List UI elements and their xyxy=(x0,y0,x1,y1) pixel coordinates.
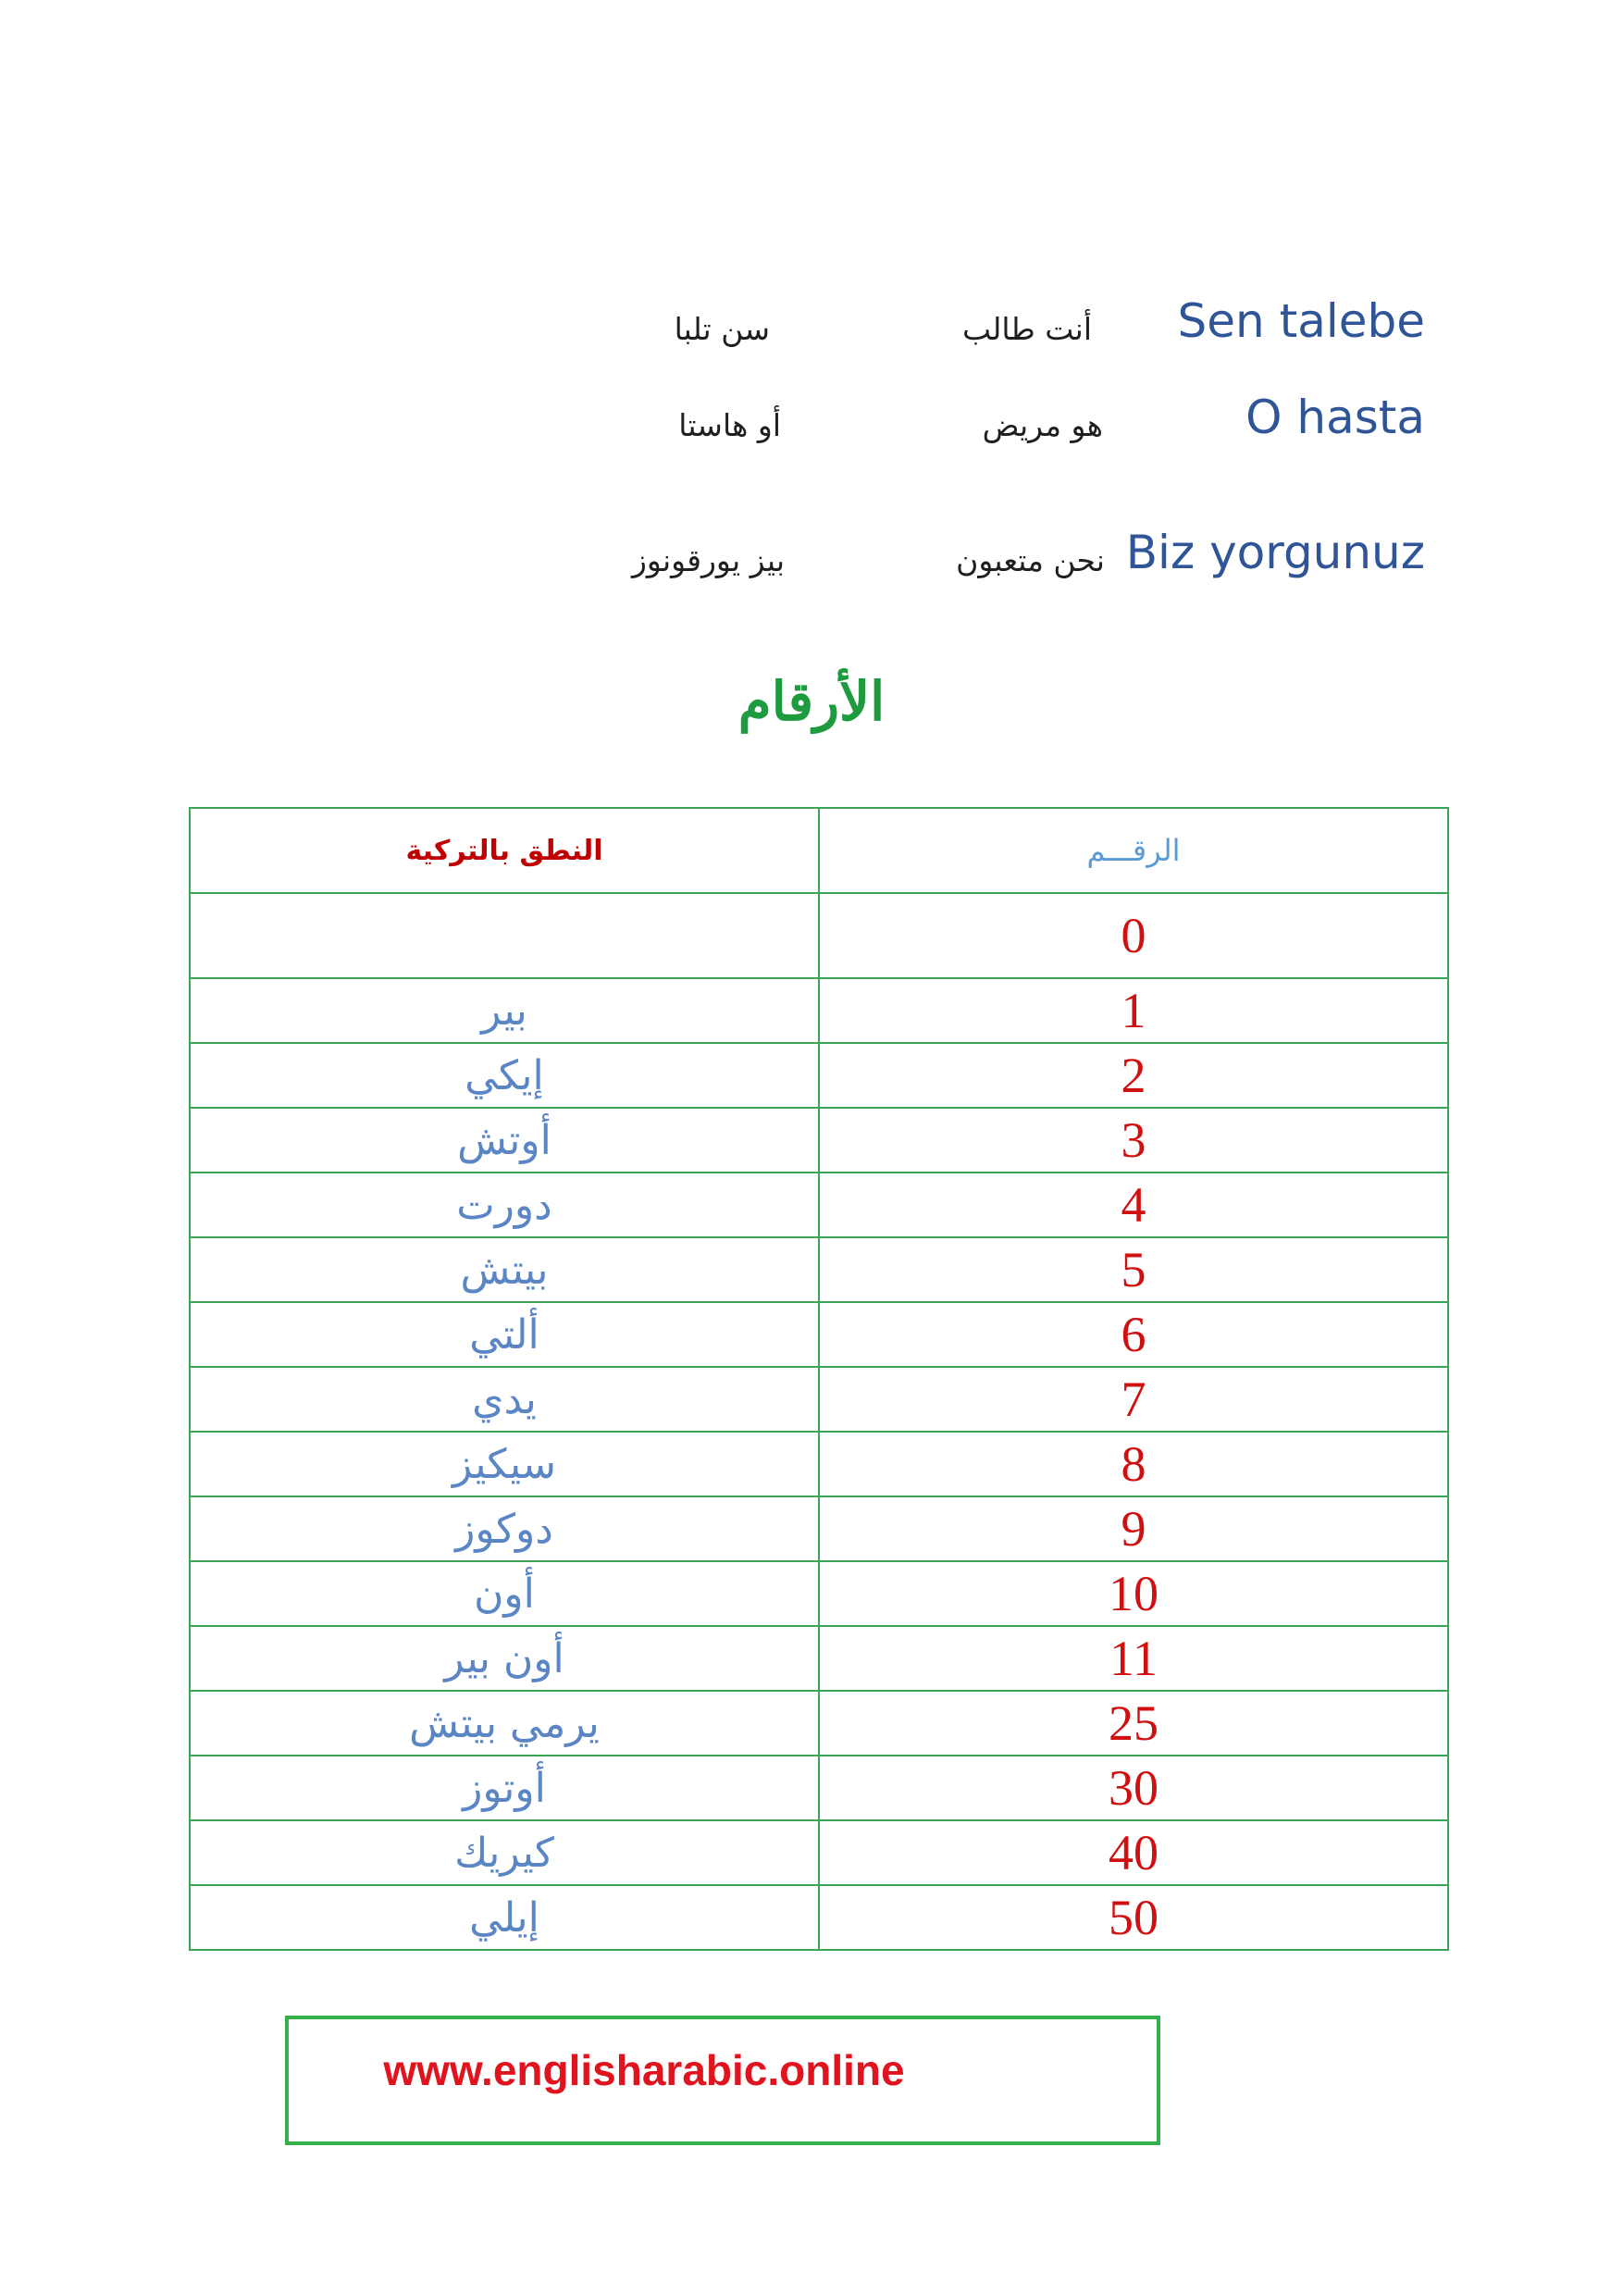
phrase-pronunciation: أو هاستا xyxy=(678,407,781,443)
table-row xyxy=(190,893,1448,978)
table-row xyxy=(190,1756,1448,1820)
phrase-pronunciation: بيز يورقونوز xyxy=(632,542,785,578)
number-cell: 7 xyxy=(819,1367,1448,1432)
numbers-table xyxy=(189,807,1449,1951)
table-row xyxy=(190,1820,1448,1885)
phrase-row xyxy=(0,518,1623,602)
pronunciation-cell: أون xyxy=(190,1561,819,1626)
number-cell: 6 xyxy=(819,1302,1448,1367)
table-row xyxy=(190,1367,1448,1432)
table-row xyxy=(190,1302,1448,1367)
table-row xyxy=(190,978,1448,1043)
number-cell: 4 xyxy=(819,1173,1448,1237)
number-cell: 9 xyxy=(819,1496,1448,1561)
phrase-meaning: هو مريض xyxy=(982,407,1103,443)
pronunciation-cell: يرمي بيتش xyxy=(190,1691,819,1756)
pronunciation-cell: يدي xyxy=(190,1367,819,1432)
website-box xyxy=(285,2016,1160,2145)
phrase-meaning: أنت طالب xyxy=(961,311,1092,347)
website-link[interactable]: www.englisharabic.online xyxy=(383,2046,905,2094)
table-row xyxy=(190,1691,1448,1756)
number-cell: 0 xyxy=(819,893,1448,978)
table-row xyxy=(190,1885,1448,1950)
pronunciation-cell: دورت xyxy=(190,1173,819,1237)
number-cell: 50 xyxy=(819,1885,1448,1950)
number-cell: 25 xyxy=(819,1691,1448,1756)
pronunciation-cell: كيريك xyxy=(190,1820,819,1885)
phrase-pronunciation: سن تلبا xyxy=(674,311,770,347)
pronunciation-cell: دوكوز xyxy=(190,1496,819,1561)
pronunciation-cell: بيتش xyxy=(190,1237,819,1302)
number-cell: 40 xyxy=(819,1820,1448,1885)
number-cell: 10 xyxy=(819,1561,1448,1626)
pronunciation-cell: سيكيز xyxy=(190,1432,819,1496)
table-row xyxy=(190,1108,1448,1173)
header-pronunciation: النطق بالتركية xyxy=(190,808,819,893)
phrase-latin: Biz yorgunuz xyxy=(1125,526,1425,579)
number-cell: 5 xyxy=(819,1237,1448,1302)
number-cell: 30 xyxy=(819,1756,1448,1820)
pronunciation-cell: أون بير xyxy=(190,1626,819,1691)
phrase-row xyxy=(0,383,1623,466)
table-row xyxy=(190,1173,1448,1237)
table-header-row xyxy=(190,808,1448,893)
table-row xyxy=(190,1561,1448,1626)
pronunciation-cell: إيكي xyxy=(190,1043,819,1108)
number-cell: 3 xyxy=(819,1108,1448,1173)
pronunciation-cell xyxy=(190,893,819,978)
table-row xyxy=(190,1496,1448,1561)
header-number: الرقـــم xyxy=(819,808,1448,893)
phrase-row xyxy=(0,287,1623,370)
table-row xyxy=(190,1432,1448,1496)
section-title: الأرقام xyxy=(737,670,886,733)
phrase-latin: Sen talebe xyxy=(1177,294,1425,348)
number-cell: 11 xyxy=(819,1626,1448,1691)
table-row xyxy=(190,1043,1448,1108)
table-row xyxy=(190,1626,1448,1691)
table-row xyxy=(190,1237,1448,1302)
number-cell: 8 xyxy=(819,1432,1448,1496)
number-cell: 1 xyxy=(819,978,1448,1043)
pronunciation-cell: أوتش xyxy=(190,1108,819,1173)
phrase-latin: O hasta xyxy=(1245,391,1425,444)
pronunciation-cell: إيلي xyxy=(190,1885,819,1950)
pronunciation-cell: ألتي xyxy=(190,1302,819,1367)
pronunciation-cell: أوتوز xyxy=(190,1756,819,1820)
phrase-meaning: نحن متعبون xyxy=(956,542,1105,578)
number-cell: 2 xyxy=(819,1043,1448,1108)
pronunciation-cell: بير xyxy=(190,978,819,1043)
